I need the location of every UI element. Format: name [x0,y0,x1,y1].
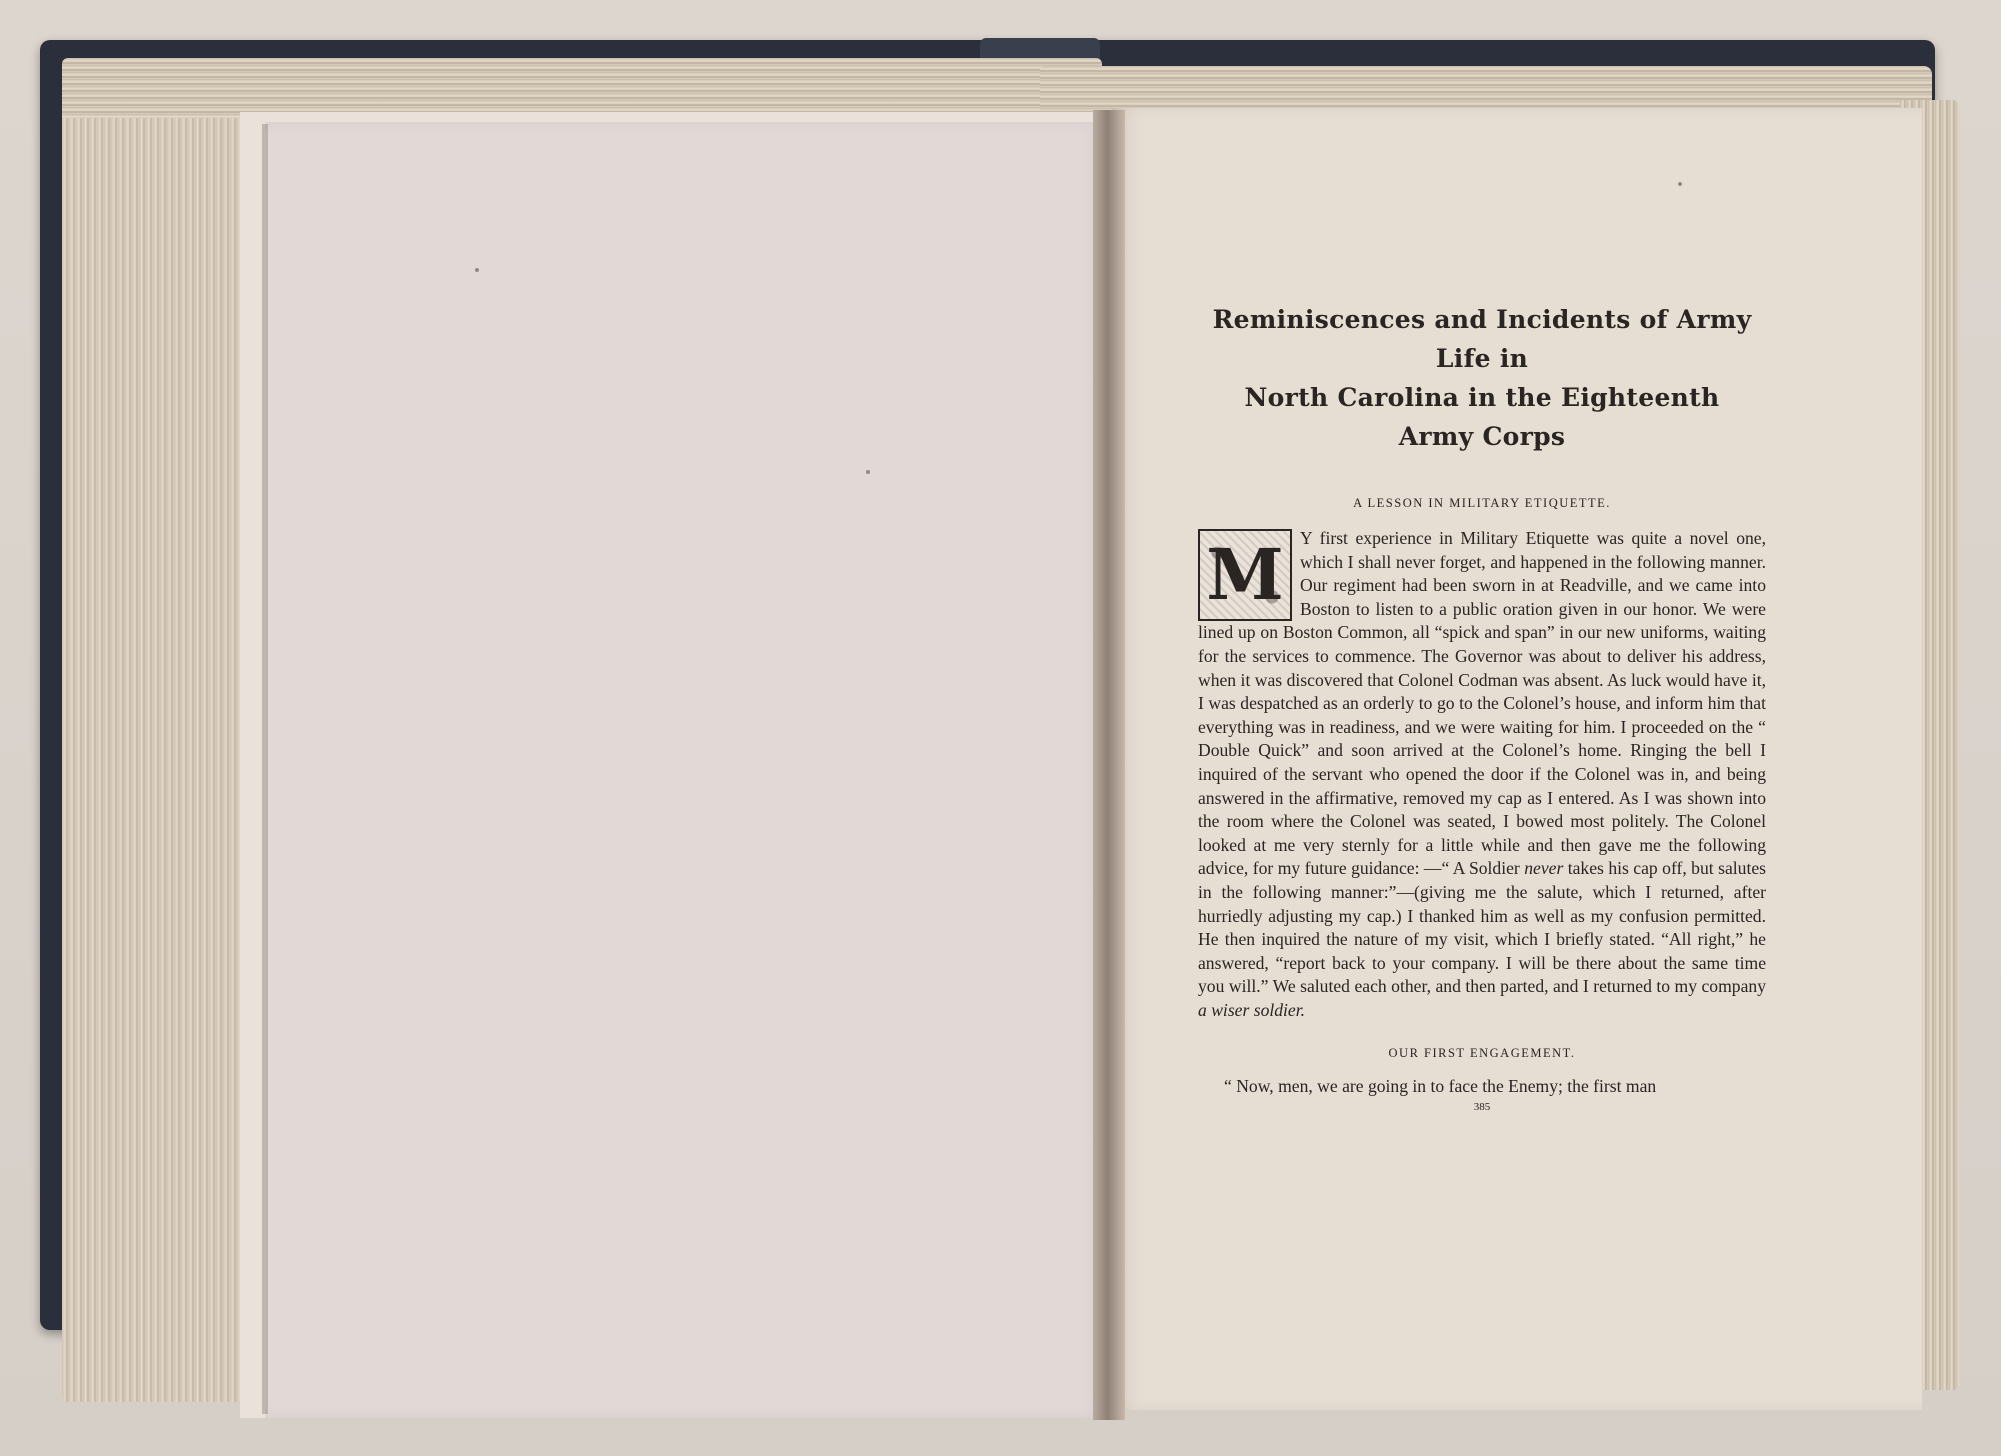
section-body [1198,527,1766,1022]
page-number: 385 [1473,1101,1491,1114]
section-heading: A LESSON IN MILITARY ETIQUETTE. [1353,496,1611,510]
drop-cap-letter: M [1206,533,1284,616]
paper-speck [866,470,870,474]
paragraph-text: takes his cap off, but salutes in the following manner:”—(giving me the salute, which I returned, after hurriedly adjusting my cap.) I thanked him as well as my confusion permitted. He then inquired the nature of my visit, which I briefly stated. “All right,” he answered, “report back to your company. I will be there about the same time you will.” We saluted each other, and then parted, and I returned to my company [1198,858,1766,997]
top-page-edges-left [62,58,1102,118]
chapter-title-line: Army Corps [1398,422,1566,451]
right-page-content [1198,300,1766,1113]
section-paragraph: “ Now, men, we are going in to face the Enemy; the first man [1224,1076,1657,1097]
paragraph-italic-text: never [1524,858,1564,879]
top-page-edges-right [1040,66,1932,110]
paper-speck [1678,182,1682,186]
section-heading: OUR FIRST ENGAGEMENT. [1388,1046,1576,1061]
left-page-binding-shadow [262,124,268,1414]
paragraph-text: Y first experience in Military Etiquette was quite a novel one, which I shall never forget, and happened in the following manner. Our regiment had been sworn in at Readville, and we came into Boston to listen to a public oration given in our honor. We were lined up on Boston Common, all “spick and span” in our new uniforms, waiting for the services to commence. The Governor was about to deliver his address, when it was discovered that Colonel Codman was absent. As luck would have it, I was despatched as an orderly to go to the Colonel’s house, and inform him that everything was in readiness, and we were waiting for him. I proceeded on the “ Double Quick” and soon arrived at the Colonel’s home. Ringing the bell I inquired of the servant who opened the door if the Colonel was in, and being answered in the affirmative, removed my cap as I entered. As I was shown into the room where the Colonel was seated, I bowed most politely. The Colonel looked at me very sternly for a little while and then gave me the following advice, for my future guidance: —“ A Soldier [1198,528,1766,879]
book-gutter [1093,110,1125,1420]
left-blank-page [265,122,1113,1418]
paper-speck [475,268,479,272]
paragraph-italic-text: a wiser soldier. [1198,999,1306,1020]
chapter-title-line: Reminiscences and Incidents of Army Life in [1212,305,1752,373]
drop-cap-ornament [1198,529,1292,621]
chapter-title-line: North Carolina in the Eighteenth [1244,383,1720,412]
chapter-title [1198,300,1766,456]
